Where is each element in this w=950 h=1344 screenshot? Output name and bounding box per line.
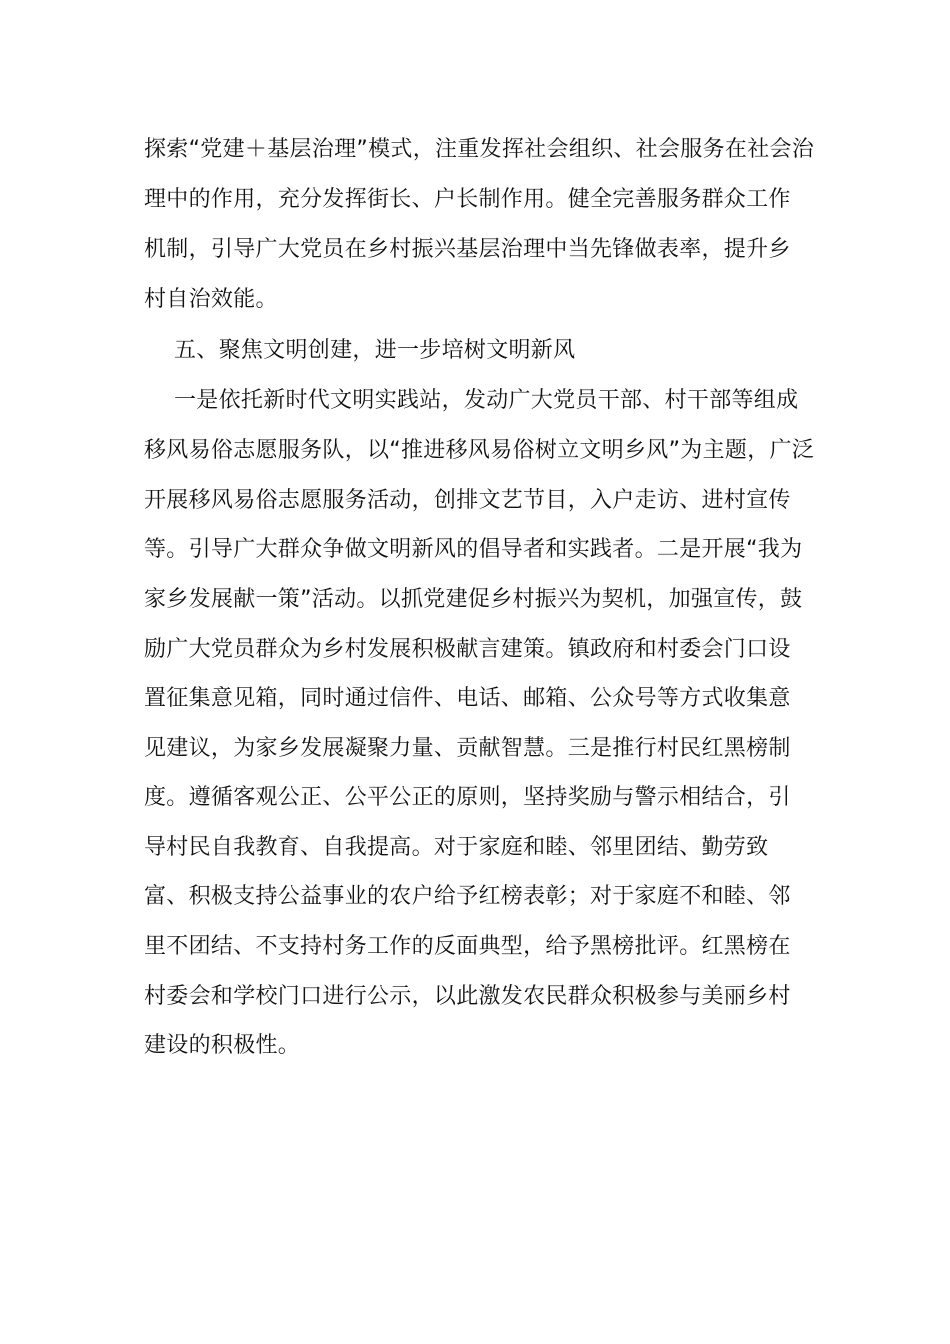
text-line: 移风易俗志愿服务队，以“推进移风易俗树立文明乡风”为主题，广泛: [144, 438, 815, 463]
text-line: 一是依托新时代文明实践站，发动广大党员干部、村干部等组成: [174, 388, 799, 413]
text-line: 置征集意见箱，同时通过信件、电话、邮箱、公众号等方式收集意: [144, 686, 791, 711]
text-line: 开展移风易俗志愿服务活动，创排文艺节目，入户走访、进村宣传: [144, 488, 791, 513]
text-line: 见建议，为家乡发展凝聚力量、贡献智慧。三是推行村民红黑榜制: [144, 736, 791, 761]
text-line: 村自治效能。: [144, 287, 278, 312]
text-line: 村委会和学校门口进行公示，以此激发农民群众积极参与美丽乡村: [144, 984, 791, 1009]
text-line: 富、积极支持公益事业的农户给予红榜表彰；对于家庭不和睦、邻: [144, 884, 791, 909]
text-line: 度。遵循客观公正、公平公正的原则，坚持奖励与警示相结合，引: [144, 785, 791, 810]
text-line: 家乡发展献一策”活动。以抓党建促乡村振兴为契机，加强宣传，鼓: [144, 587, 803, 612]
text-line: 里不团结、不支持村务工作的反面典型，给予黑榜批评。红黑榜在: [144, 934, 791, 959]
text-line: 机制，引导广大党员在乡村振兴基层治理中当先锋做表率，提升乡: [144, 237, 791, 262]
text-line: 建设的积极性。: [144, 1033, 301, 1058]
text-line: 导村民自我教育、自我提高。对于家庭和睦、邻里团结、勤劳致: [144, 835, 769, 860]
section-heading: 五、聚焦文明创建，进一步培树文明新风: [174, 338, 576, 363]
text-line: 励广大党员群众为乡村发展积极献言建策。镇政府和村委会门口设: [144, 637, 791, 662]
text-line: 等。引导广大群众争做文明新风的倡导者和实践者。二是开展“我为: [144, 537, 803, 562]
text-line: 理中的作用，充分发挥街长、户长制作用。健全完善服务群众工作: [144, 187, 791, 212]
text-line: 探索“党建＋基层治理”模式，注重发挥社会组织、社会服务在社会治: [144, 137, 815, 162]
